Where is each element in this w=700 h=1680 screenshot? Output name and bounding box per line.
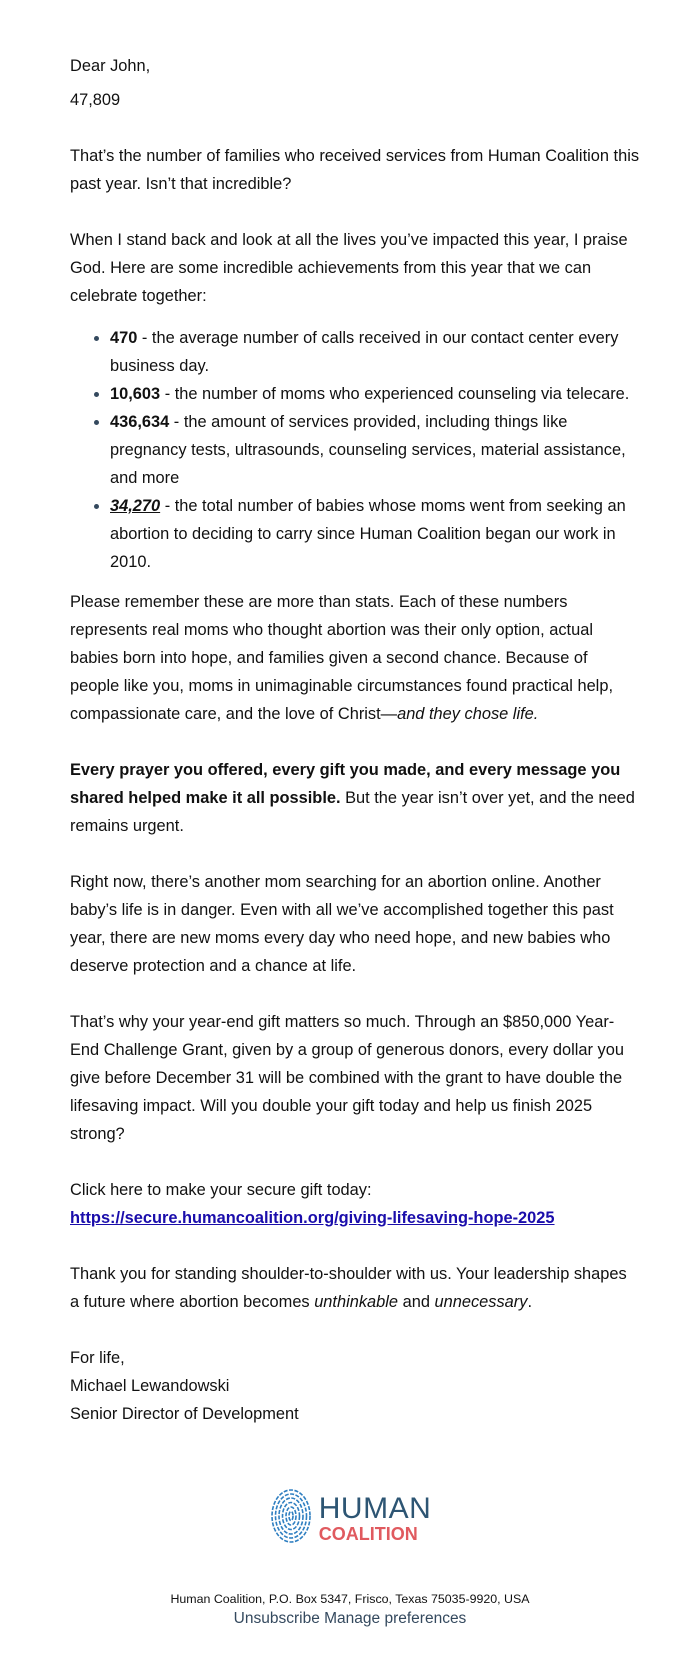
stat-item xyxy=(110,324,640,380)
paragraph-cta xyxy=(70,1176,640,1232)
signoff: For life, xyxy=(70,1349,125,1367)
stat-number: 436,634 xyxy=(110,413,170,431)
paragraph-achievements: When I stand back and look at all the lives you’ve impacted this year, I praise God. Here are some incredible achievements from this year that we can celebrate together: xyxy=(70,231,628,305)
paragraph-challenge-grant: That’s why your year-end gift matters so much. Through an $850,000 Year-End Challenge Grant, given by a group of generous donors, every dollar you give before December 31 will be combined with the grant to have double the lifesaving impact. Will you double your gift today and help us finish 2025 strong? xyxy=(70,1013,624,1143)
emphasis: and they chose life. xyxy=(397,705,539,723)
footer-links xyxy=(0,1610,700,1628)
paragraph-stats xyxy=(70,588,640,728)
stat-number: 10,603 xyxy=(110,385,161,403)
fingerprint-icon xyxy=(269,1488,313,1548)
stats-list xyxy=(70,324,640,576)
unsubscribe-link[interactable]: Unsubscribe xyxy=(233,1610,320,1627)
signature xyxy=(70,1344,640,1428)
logo-line1: HUMAN xyxy=(318,1491,432,1525)
paragraph-right-now: Right now, there’s another mom searching for an abortion online. Another baby’s life is in danger. Even with all we’ve accomplished together this past year, there are new moms every day who need hope, and new babies who deserve protection and a chance at life. xyxy=(70,873,614,975)
footer-address: Human Coalition, P.O. Box 5347, Frisco, Texas 75035-9920, USA xyxy=(170,1592,530,1606)
paragraph-prayer xyxy=(70,756,640,840)
text: Thank you for standing shoulder-to-shoulder with us. Your leadership shapes a future where abortion becomes xyxy=(70,1265,627,1311)
greeting: Dear John, xyxy=(70,57,151,75)
text: Please remember these are more than stats. Each of these numbers represents real moms who thought abortion was their only option, actual babies born into hope, and families given a second chance. Because of people like you, moms in unimaginable circumstances found practical help, compassionate care, and the love of Christ— xyxy=(70,593,613,723)
stat-number: 470 xyxy=(110,329,138,347)
stat-item xyxy=(110,380,640,408)
cta-text: Click here to make your secure gift today: xyxy=(70,1181,372,1199)
stat-text: - the amount of services provided, including things like pregnancy tests, ultrasounds, counseling services, material assistance, and more xyxy=(110,413,626,487)
stat-item xyxy=(110,492,640,576)
logo-line2: COALITION xyxy=(318,1523,418,1544)
text: . xyxy=(527,1293,532,1311)
headline-number: 47,809 xyxy=(70,91,121,109)
paragraph-families: That’s the number of families who received services from Human Coalition this past year. Isn’t that incredible? xyxy=(70,147,640,193)
signer-title: Senior Director of Development xyxy=(70,1405,299,1423)
text: But the year isn’t over yet, and the need remains urgent. xyxy=(70,789,635,835)
manage-preferences-link[interactable]: Manage preferences xyxy=(324,1610,467,1627)
footer xyxy=(0,1592,700,1628)
emphasis: unthinkable xyxy=(314,1293,399,1311)
stat-item xyxy=(110,408,640,492)
human-coalition-logo xyxy=(0,1488,700,1548)
stat-number: 34,270 xyxy=(110,497,161,515)
text: and xyxy=(398,1293,435,1311)
paragraph-thanks xyxy=(70,1260,640,1316)
stat-text: - the average number of calls received in our contact center every business day. xyxy=(110,329,619,375)
donate-link[interactable]: https://secure.humancoalition.org/giving-lifesaving-hope-2025 xyxy=(70,1209,555,1227)
email-body xyxy=(70,52,640,1428)
stat-text: - the total number of babies whose moms went from seeking an abortion to deciding to carry since Human Coalition began our work in 2010. xyxy=(110,497,626,571)
stat-text: - the number of moms who experienced counseling via telecare. xyxy=(160,385,630,403)
emphasis: unnecessary xyxy=(434,1293,528,1311)
bold-text: Every prayer you offered, every gift you made, and every message you shared helped make it all possible. xyxy=(70,761,621,807)
logo-wordmark xyxy=(318,1491,432,1544)
signer-name: Michael Lewandowski xyxy=(70,1377,230,1395)
